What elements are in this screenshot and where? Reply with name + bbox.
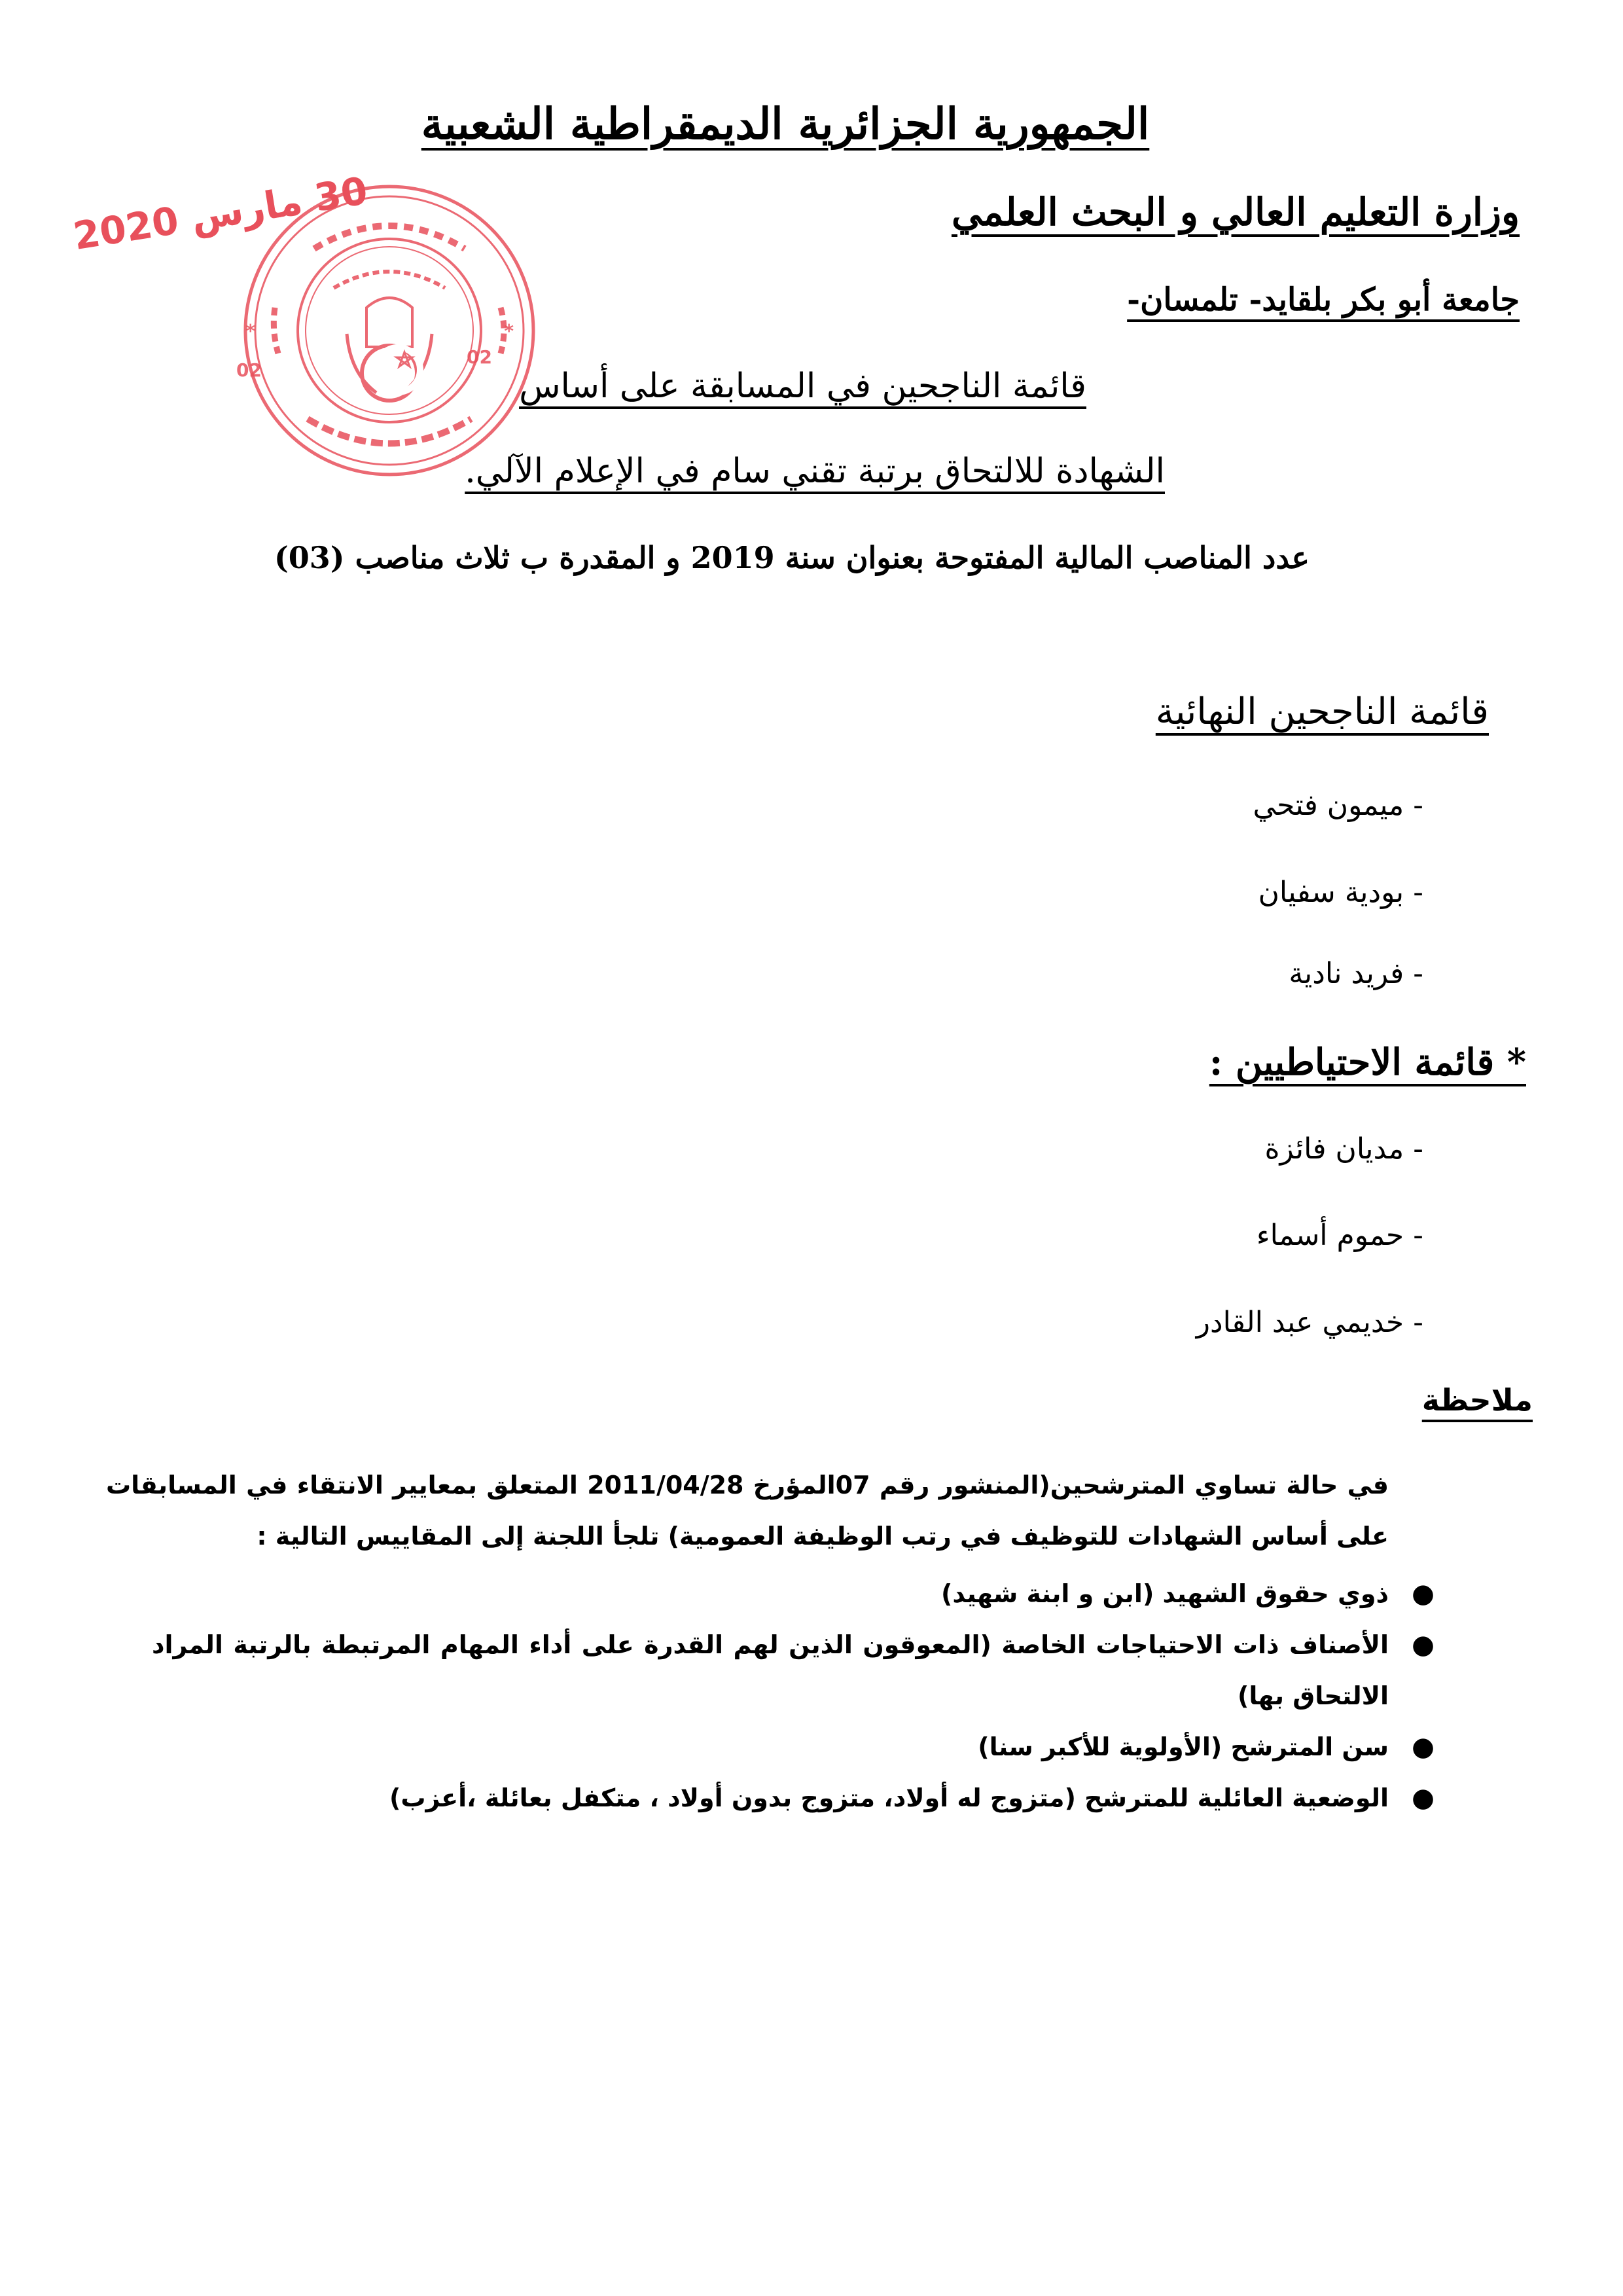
announcement-line-2: الشهادة للالتحاق برتبة تقني سام في الإعلام الآلي.: [465, 452, 1165, 491]
reserve-list-item: - خديمي عبد القادر: [1196, 1306, 1423, 1339]
stamp-date: 30 مارس 2020: [70, 168, 371, 259]
positions-count: عدد المناصب المالية المفتوحة بعنوان سنة 2019 و المقدرة ب ثلاث مناصب (03): [274, 540, 1310, 575]
note-paragraph: في حالة تساوي المترشحين(المنشور رقم 07المؤرخ 2011/04/28 المتعلق بمعايير الانتقاء في المسابقات على أساس الشهادات للتوظيف في رتب الوظيفة العمومية) تلجأ اللجنة إلى المقاييس التالية :: [106, 1471, 1389, 1551]
announcement-line-1: قائمة الناجحين في المسابقة على أساس: [519, 367, 1086, 406]
svg-text:*: *: [504, 320, 514, 342]
criteria-text: الوضعية العائلية للمترشح (متزوج له أولاد، متزوج بدون أولاد ، متكفل بعائلة ،أعزب): [389, 1784, 1389, 1812]
official-seal-icon: [236, 177, 543, 484]
final-list-item: - بودية سفيان: [1258, 876, 1423, 909]
svg-text:*: *: [245, 320, 255, 342]
reserve-list-item: - حموم أسماء: [1256, 1219, 1423, 1252]
final-list-item: - ميمون فتحي: [1253, 789, 1423, 822]
note-heading: ملاحظة: [1421, 1382, 1533, 1418]
criteria-item: [152, 1721, 1435, 1772]
stamp-number: 02: [236, 359, 262, 381]
bullet-icon: ●: [1412, 1579, 1435, 1609]
bullet-icon: ●: [1412, 1630, 1435, 1660]
university-name: جامعة أبو بكر بلقايد- تلمسان-: [1127, 281, 1520, 318]
criteria-text: ذوي حقوق الشهيد (ابن و ابنة شهيد): [941, 1579, 1389, 1608]
reserve-list-item: - مديان فائزة: [1264, 1132, 1423, 1166]
reserve-list-heading: * قائمة الاحتياطيين :: [1209, 1041, 1526, 1084]
final-list-heading: قائمة الناجحين النهائية: [1155, 691, 1489, 733]
criteria-text: سن المترشح (الأولوية للأكبر سنا): [978, 1732, 1389, 1761]
criteria-item: [152, 1568, 1435, 1619]
criteria-list: [152, 1568, 1435, 1823]
bullet-icon: ●: [1412, 1783, 1435, 1813]
ministry-name: وزارة التعليم العالي و البحث العلمي: [951, 190, 1520, 234]
criteria-text: الأصناف ذات الاحتياجات الخاصة (المعوقون الذين لهم القدرة على أداء المهام المرتبطة بالرتبة المراد الالتحاق بها): [152, 1630, 1389, 1710]
final-list-item: - فريد نادية: [1289, 957, 1423, 990]
criteria-item: [152, 1772, 1435, 1823]
bullet-icon: ●: [1412, 1732, 1435, 1762]
stamp-number: 02: [467, 346, 492, 368]
criteria-item: [152, 1619, 1435, 1721]
republic-title: الجمهورية الجزائرية الديمقراطية الشعبية: [421, 98, 1150, 149]
